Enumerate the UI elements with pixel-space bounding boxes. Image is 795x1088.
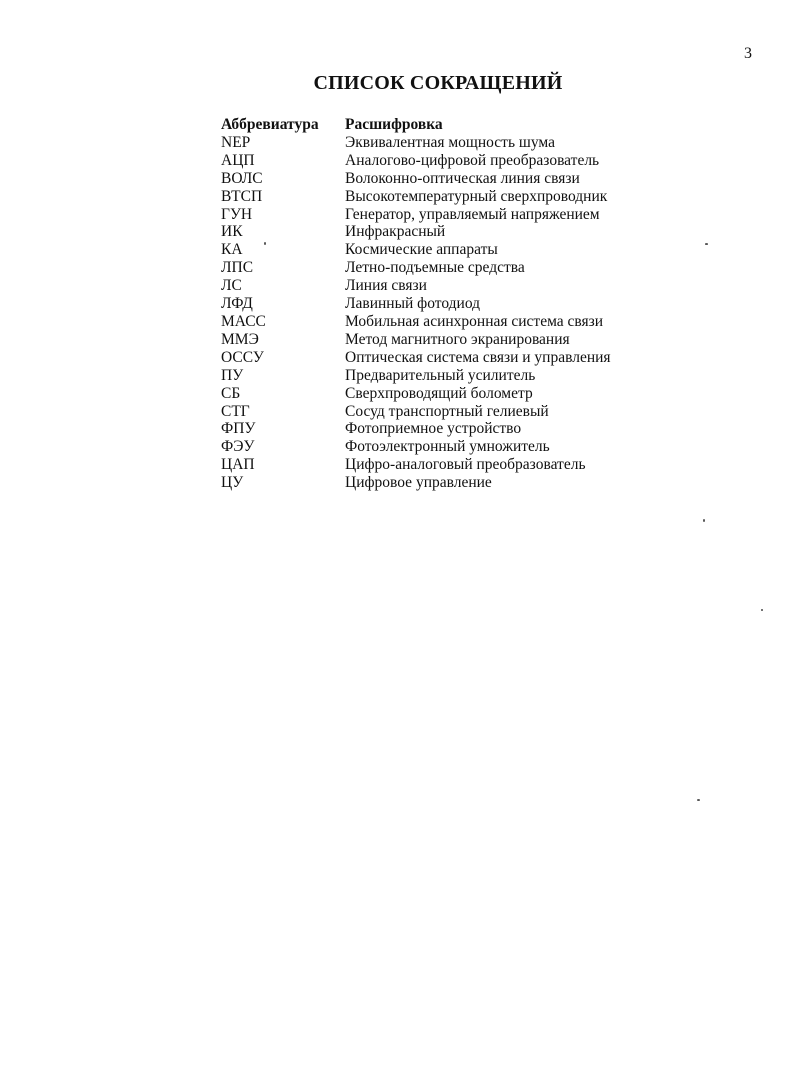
abbreviation-cell: ИК — [221, 223, 243, 241]
expansion-cell: Сосуд транспортный гелиевый — [345, 402, 549, 420]
scan-speck — [697, 799, 700, 801]
abbreviation-cell: NEP — [221, 133, 251, 151]
expansion-cell: Фотоприемное устройство — [345, 420, 522, 438]
expansion-cell: Эквивалентная мощность шума — [345, 133, 555, 151]
header-expansion: Расшифровка — [345, 116, 443, 133]
expansion-cell: Лавинный фотодиод — [345, 295, 481, 313]
expansion-cell: Инфракрасный — [345, 223, 446, 241]
table-row — [221, 474, 611, 492]
abbreviation-cell: ВТСП — [221, 187, 263, 205]
table-row — [221, 134, 611, 152]
table-row — [221, 170, 611, 188]
table-row — [221, 277, 611, 295]
table-row — [221, 367, 611, 385]
abbreviation-cell: ФЭУ — [221, 438, 255, 456]
table-row — [221, 206, 611, 224]
table-row — [221, 188, 611, 206]
table-row — [221, 331, 611, 349]
expansion-cell: Аналогово-цифровой преобразователь — [345, 151, 600, 169]
table-row — [221, 438, 611, 456]
table-row — [221, 241, 611, 259]
abbreviation-cell: ЦАП — [221, 456, 255, 474]
abbreviation-cell: ЛПС — [221, 259, 254, 277]
table-row — [221, 456, 611, 474]
abbreviation-cell: АЦП — [221, 151, 255, 169]
abbreviation-cell: ММЭ — [221, 330, 259, 348]
abbreviation-cell: СТГ — [221, 402, 250, 420]
expansion-cell: Предварительный усилитель — [345, 366, 536, 384]
table-row — [221, 152, 611, 170]
expansion-cell: Волоконно-оптическая линия связи — [345, 169, 580, 187]
expansion-cell: Оптическая система связи и управления — [345, 348, 611, 366]
expansion-cell: Цифровое управление — [345, 474, 492, 492]
abbreviation-cell: ГУН — [221, 205, 253, 223]
scan-speck — [264, 242, 266, 245]
table-row — [221, 295, 611, 313]
abbreviation-cell: ВОЛС — [221, 169, 263, 187]
abbreviation-cell: КА — [221, 241, 243, 259]
expansion-cell: Фотоэлектронный умножитель — [345, 438, 550, 456]
table-row — [221, 223, 611, 241]
expansion-cell: Высокотемпературный сверхпроводник — [345, 187, 608, 205]
table-row — [221, 349, 611, 367]
table-header-row — [221, 116, 611, 134]
expansion-cell: Генератор, управляемый напряжением — [345, 205, 600, 223]
scan-speck — [703, 519, 705, 522]
table-row — [221, 385, 611, 403]
expansion-cell: Космические аппараты — [345, 241, 498, 259]
abbreviation-cell: ЛФД — [221, 295, 253, 313]
table-row — [221, 259, 611, 277]
abbreviation-cell: СБ — [221, 384, 241, 402]
abbreviation-cell: ОССУ — [221, 348, 264, 366]
expansion-cell: Летно-подъемные средства — [345, 259, 525, 277]
abbreviation-cell: ЦУ — [221, 474, 244, 492]
page-number: 3 — [744, 45, 752, 62]
abbreviations-table — [221, 116, 611, 492]
scan-speck — [761, 609, 763, 611]
table-row — [221, 313, 611, 331]
table-row — [221, 420, 611, 438]
abbreviation-cell: ФПУ — [221, 420, 256, 438]
table-body — [221, 134, 611, 492]
expansion-cell: Линия связи — [345, 277, 427, 295]
abbreviation-cell: МАСС — [221, 312, 266, 330]
header-abbreviation: Аббревиатура — [221, 116, 319, 133]
abbreviation-cell: ПУ — [221, 366, 244, 384]
scan-speck — [705, 243, 708, 245]
expansion-cell: Мобильная асинхронная система связи — [345, 312, 604, 330]
expansion-cell: Метод магнитного экранирования — [345, 330, 570, 348]
abbreviation-cell: ЛС — [221, 277, 242, 295]
expansion-cell: Сверхпроводящий болометр — [345, 384, 533, 402]
expansion-cell: Цифро-аналоговый преобразователь — [345, 456, 586, 474]
table-row — [221, 403, 611, 421]
page-title: СПИСОК СОКРАЩЕНИЙ — [313, 72, 563, 94]
